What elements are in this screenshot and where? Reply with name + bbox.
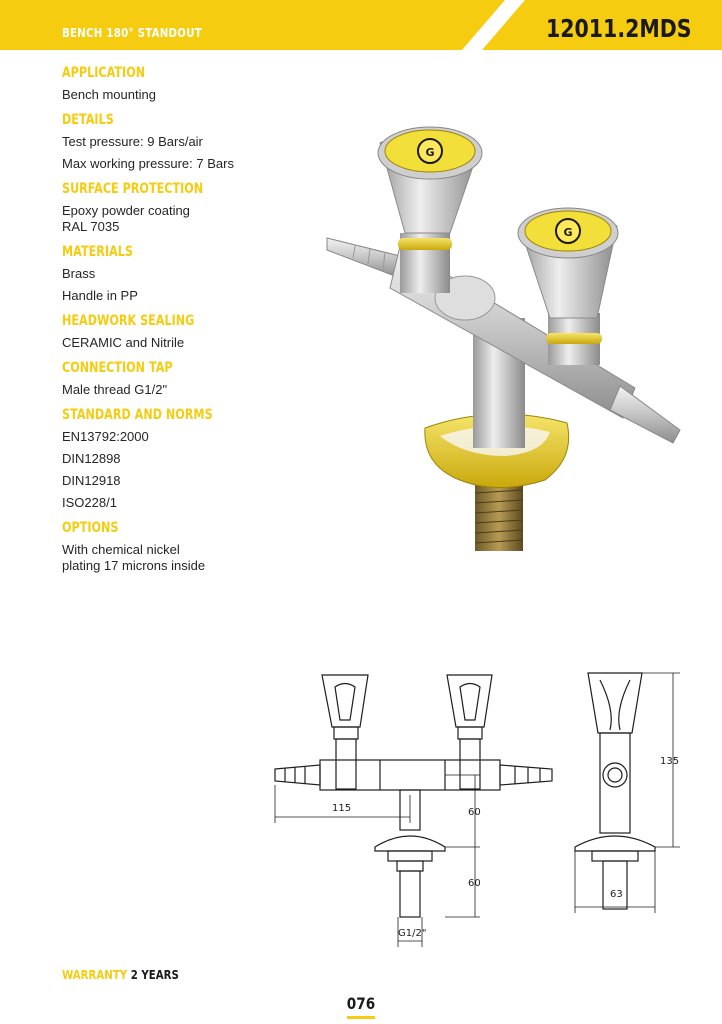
section-line: Handle in PP [62, 288, 138, 303]
section-line: CERAMIC and Nitrile [62, 335, 185, 350]
section-title: APPLICATION [62, 65, 146, 81]
dim-60-upper: 60 [468, 807, 481, 818]
left-handle-outline [322, 675, 368, 727]
warranty [62, 968, 179, 982]
right-handle-outline [447, 675, 492, 727]
section-title: OPTIONS [62, 520, 119, 536]
dim-115: 115 [332, 803, 352, 814]
technical-drawing [270, 665, 690, 955]
section-line: EN13792:2000 [62, 429, 149, 444]
section-title: STANDARD AND NORMS [62, 407, 213, 423]
section-line: Test pressure: 9 Bars/air [62, 134, 203, 149]
dim-63: 63 [610, 889, 623, 900]
header-subtitle: BENCH 180° STANDOUT [62, 26, 202, 40]
section-line: Max working pressure: 7 Bars [62, 156, 234, 171]
side-view-handle [588, 673, 642, 733]
page-number-underline [347, 1016, 375, 1019]
dim-135: 135 [660, 756, 680, 767]
section-title: SURFACE PROTECTION [62, 181, 204, 197]
section-line: Epoxy powder coating RAL 7035 [62, 203, 190, 234]
section-title: DETAILS [62, 112, 114, 128]
section-line: Bench mounting [62, 87, 156, 102]
product-image [305, 118, 685, 558]
section-line: With chemical nickel plating 17 microns inside [62, 542, 206, 573]
svg-text:G: G [425, 146, 435, 159]
page-number: 076 [346, 994, 376, 1013]
section-title: MATERIALS [62, 244, 133, 260]
section-line: Male thread G1/2" [62, 382, 168, 397]
section-title: HEADWORK SEALING [62, 313, 195, 329]
dim-60-lower: 60 [468, 878, 481, 889]
spec-list [62, 62, 342, 580]
dim-thread: G1/2" [398, 928, 427, 939]
svg-text:G: G [563, 226, 573, 239]
product-code: 12011.2MDS [546, 14, 692, 43]
section-line: Brass [62, 266, 96, 281]
section-line: DIN12898 [62, 451, 121, 466]
warranty-label: WARRANTY [62, 968, 128, 982]
section-line: ISO228/1 [62, 495, 117, 510]
section-line: DIN12918 [62, 473, 121, 488]
section-title: CONNECTION TAP [62, 360, 173, 376]
warranty-value: 2 YEARS [130, 968, 179, 982]
